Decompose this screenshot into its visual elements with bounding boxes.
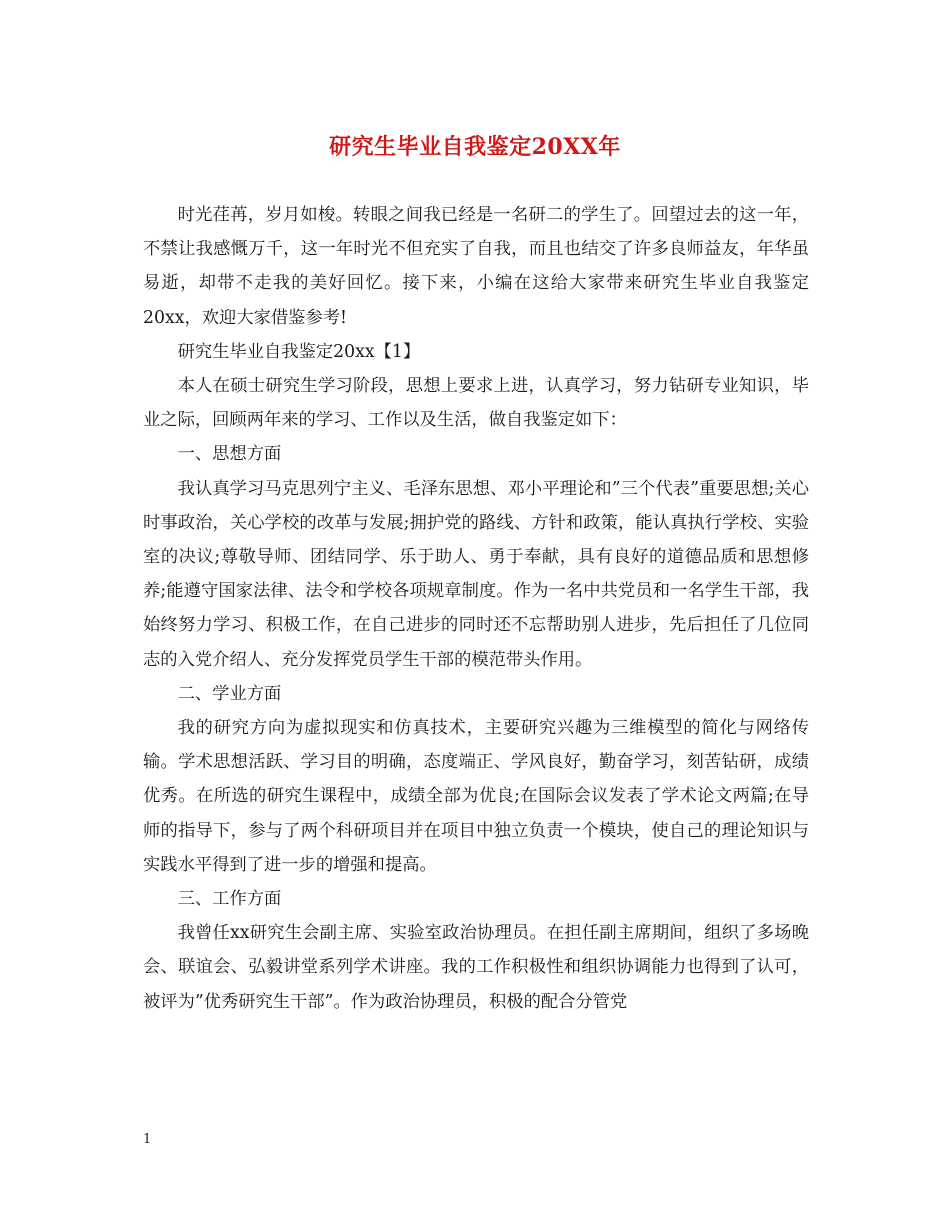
document-title: 研究生毕业自我鉴定20XX年	[329, 134, 621, 160]
paragraph-intro: 时光荏苒，岁月如梭。转眼之间我已经是一名研二的学生了。回望过去的这一年，不禁让我感慨万千，这一年时光不但充实了自我，而且也结交了许多良师益友，年华虽易逝，却带不走我的美好回忆。接下来，小编在这给大家带来研究生毕业自我鉴定20xx，欢迎大家借鉴参考!	[143, 205, 809, 328]
section-heading-ideology: 一、思想方面	[177, 444, 282, 465]
document-body	[143, 198, 809, 1019]
paragraph-overview: 本人在硕士研究生学习阶段，思想上要求上进，认真学习，努力钻研专业知识，毕业之际，回顾两年来的学习、工作以及生活，做自我鉴定如下：	[143, 376, 809, 431]
paragraph-academics: 我的研究方向为虚拟现实和仿真技术，主要研究兴趣为三维模型的简化与网络传输。学术思想活跃、学习目的明确，态度端正、学风良好，勤奋学习，刻苦钻研，成绩优秀。在所选的研究生课程中，成绩全部为优良;在国际会议发表了学术论文两篇;在导师的指导下，参与了两个科研项目并在项目中独立负责一个模块，使自己的理论知识与实践水平得到了进一步的增强和提高。	[143, 718, 809, 875]
section-heading-work: 三、工作方面	[177, 889, 282, 910]
section-heading-academics: 二、学业方面	[177, 683, 282, 704]
paragraph-work: 我曾任xx研究生会副主席、实验室政治协理员。在担任副主席期间，组织了多场晚会、联谊会、弘毅讲堂系列学术讲座。我的工作积极性和组织协调能力也得到了认可，被评为”优秀研究生干部”。作为政治协理员，积极的配合分管党	[143, 923, 809, 1012]
page-number: 1	[143, 1132, 152, 1147]
paragraph-ideology: 我认真学习马克思列宁主义、毛泽东思想、邓小平理论和”三个代表”重要思想;关心时事政治，关心学校的改革与发展;拥护党的路线、方针和政策，能认真执行学校、实验室的决议;尊敬导师、团结同学、乐于助人、勇于奉献，具有良好的道德品质和思想修养;能遵守国家法律、法令和学校各项规章制度。作为一名中共党员和一名学生干部，我始终努力学习、积极工作，在自己进步的同时还不忘帮助别人进步，先后担任了几位同志的入党介绍人、充分发挥党员学生干部的模范带头作用。	[143, 478, 809, 670]
section-heading-part1: 研究生毕业自我鉴定20xx【1】	[177, 341, 421, 362]
